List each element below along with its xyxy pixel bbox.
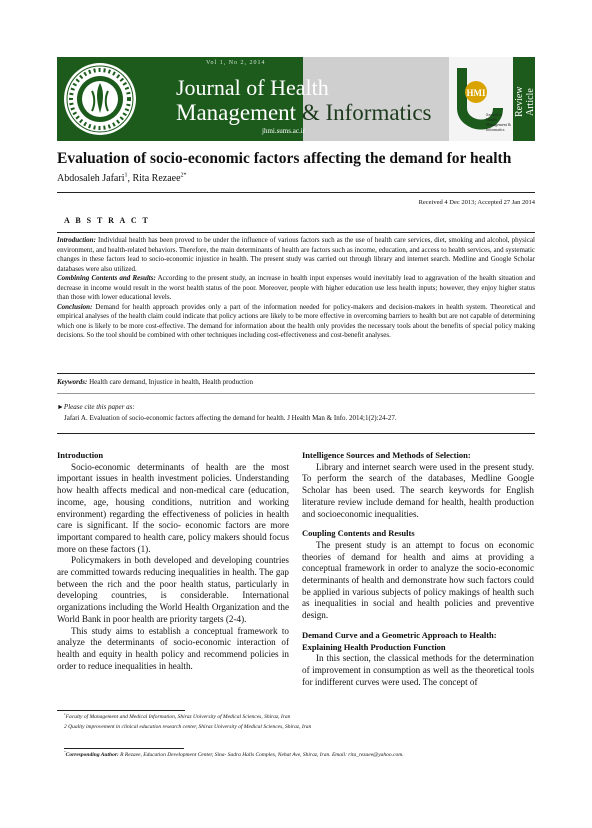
footnote-1-marker: 1 — [64, 712, 66, 717]
divider — [57, 192, 535, 193]
keywords — [57, 378, 253, 386]
section-heading-introduction: Introduction — [57, 450, 104, 460]
journal-url[interactable]: jhmi.sums.ac.ir — [262, 127, 305, 135]
received-dates: Received 4 Dec 2013; Accepted 27 Jan 2014 — [418, 199, 535, 206]
divider — [57, 393, 535, 394]
keywords-text: Health care demand, Injustice in health, Health production — [87, 378, 253, 386]
footnote-3-marker: * — [64, 750, 66, 755]
author-2: , Rita Rezaee — [127, 173, 181, 184]
section-heading-demand-curve: Demand Curve and a Geometric Approach to Health: Explaining Health Production Function — [302, 629, 497, 652]
abstract-conclusion-label: Conclusion: — [57, 302, 93, 311]
paragraph: Library and internet search were used in the present study. To perform the search of the databases, Medline Google Scholar has been used. The search keywords for English literature review include demand for health, health production and socioeconomic inequalities. — [302, 461, 534, 519]
author-1-affiliation: 1 — [124, 172, 128, 179]
paragraph: In this section, the classical methods for the determination of improvement in consumption as well as the theoretical tools for indifferent curves were used. The concept of — [302, 653, 534, 687]
divider — [57, 373, 535, 374]
paragraph: This study aims to establish a conceptual framework to analyze the determinants of socio-economic interaction of health and equity in health policy and recommend policies in order to reduce inequalities in health. — [57, 625, 289, 671]
paragraph: The present study is an attempt to focus on economic theories of demand for health and aims at providing a conceptual framework in order to analyze the socio-economic determinants of health and demonstrate how such factors could be applied in various subjects of policy makings of health such as inequalities in social and health policies and preventive design. — [302, 539, 534, 621]
citation-heading: ►Please cite this paper as: — [57, 403, 135, 411]
abstract-intro-text: Individual health has been proved to be under the influence of various factors such as the use of health care services, diet, smoking and alcohol, physical environment, and health-related behaviors. Therefore, the main determinants of health are factors such as income, education, and access to health services, and systematic changes in these factors lead to socio-economic injustice in health. The present study was carried out through library and internet search. Medline and Google Scholar databases were also utilized. — [57, 236, 535, 273]
review-article-label: Review Article — [514, 86, 536, 118]
abstract-heading: A B S T R A C T — [64, 216, 150, 225]
corresponding-author-label: Corresponding Author: — [65, 752, 119, 758]
hmi-small-text: Journal of Health Management & Informatics — [486, 112, 511, 132]
author-2-affiliation: 2* — [180, 172, 187, 179]
volume-line: Vol 1, No 2, 2014 — [206, 60, 266, 66]
journal-title-line1: Journal of Health — [176, 75, 329, 100]
university-seal-logo — [62, 61, 138, 137]
footnote-divider — [57, 710, 185, 711]
abstract-intro-label: Introduction: — [57, 236, 96, 244]
journal-title-informatics: & Informatics — [301, 100, 432, 125]
journal-title-management: Management — [176, 100, 297, 125]
abstract-combining-label: Combining Contents and Results: — [57, 274, 156, 283]
corresponding-author-note — [64, 752, 404, 758]
abstract-combining-text: According to the present study, an increase in health input expenses would inevitably lead to aggravation of the health situation and decrease in income would result in the worst health status of the poor. Moreover, people with higher education use less health inputs; however, they enjoy higher status than those with lower educational levels. — [57, 274, 535, 302]
divider — [57, 232, 535, 233]
footnote-1-text: Faculty of Management and Medical Information, Shiraz University of Medical Sciences, Shiraz, Iran — [65, 714, 291, 720]
corresponding-author-text: R Rezaee, Education Development Center, Sina- Sadra Halls Complex, Nehat Ave, Shiraz, Iran. Email: rita_rezaee@yahoo.com. — [118, 752, 404, 758]
paragraph: Socio-economic determinants of health are the most important issues in health investment policies. Understanding how health affects medical and non-medical care (education, income, age, housing conditions, nutrition and working environment) regarding the effectiveness of policies in health care is significant. If the socio- economic factors are more important compared to health care, policy makers should focus more on these factors (1). — [57, 461, 289, 554]
section-heading-sources: Intelligence Sources and Methods of Selection: — [302, 450, 471, 460]
hmi-logo-text: HMI — [466, 88, 486, 98]
author-1: Abdosaleh Jafari — [57, 173, 125, 184]
abstract-body — [57, 236, 535, 341]
paragraph: Policymakers in both developed and developing countries are committed towards reducing inequalities in health. The gap between the rich and the poor health status, particularly in developing countries, is considerable. International organizations including the World Health Organization and the World Bank in poor health are priority targets (2-4). — [57, 555, 289, 624]
citation-text: Jafari A. Evaluation of socio-economic factors affecting the demand for health. J Health Man & Info. 2014;1(2):24-27. — [64, 414, 397, 422]
author-list — [57, 173, 187, 184]
footnote-affiliation-2: 2 Quality improvement in clinical education research center, Shiraz University of Medical Sciences, Shiraz, Iran — [64, 724, 312, 730]
keywords-label: Keywords: — [57, 378, 88, 386]
divider — [57, 433, 535, 434]
right-column — [302, 450, 534, 688]
article-title: Evaluation of socio-economic factors affecting the demand for health — [57, 150, 512, 167]
journal-title-line2 — [176, 100, 431, 126]
footnote-divider — [64, 748, 184, 749]
footnote-affiliation-1 — [64, 714, 290, 720]
section-heading-coupling: Coupling Contents and Results — [302, 528, 415, 539]
left-column — [57, 450, 289, 672]
abstract-conclusion-text: Demand for health approach provides only a part of the information needed for policy-makers and decision-makers in health system. Theoretical and empirical analyses of the health claim could indicate that policy actions are likely to be more effective in overcoming barriers to health but are not capable of determining which one is likely to be more cost-effective. The demand for information about the health only provides the necessary tools about the benefits of special policy making decisions. So the tool should be combined with other techniques including cost-effectiveness and cost-benefit analyses. — [57, 302, 535, 340]
